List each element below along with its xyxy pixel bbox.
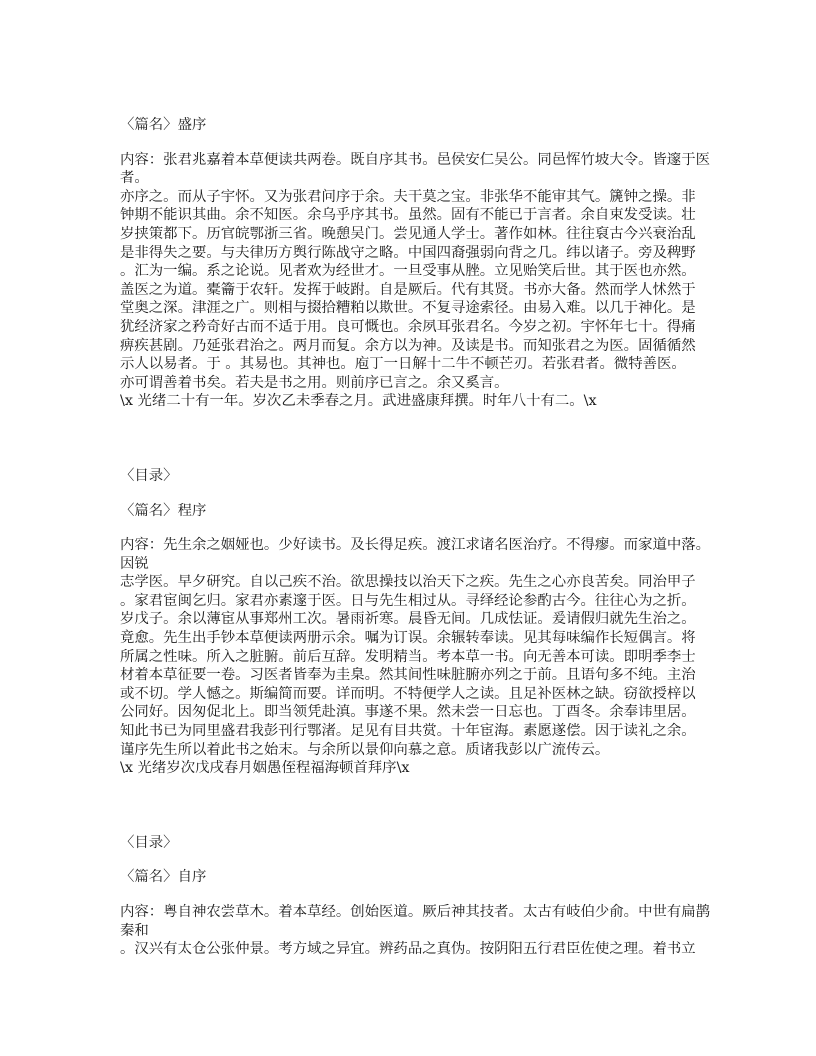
section-title: 〈篇名〉盛序 — [120, 117, 207, 133]
content-line: 或不切。学人憾之。斯编简而要。详而明。不特便学人之读。且足补医林之缺。窃欲授梓以 — [120, 685, 696, 702]
section-content — [120, 151, 720, 411]
document-page — [120, 116, 720, 959]
content-line: 钟期不能识其曲。余不知医。余乌乎序其书。虽然。固有不能已于言者。余自束发受读。壮 — [120, 207, 696, 224]
section-author-preface — [120, 834, 720, 959]
content-line: 内容：先生余之姻娅也。少好读书。及长得足疾。渡江求诸名医治疗。不得瘳。而家道中落。 — [120, 537, 711, 554]
content-line: 岁挟策都下。历官皖鄂浙三省。晚憩吴门。尝见通人学士。著作如林。往往裒古今兴衰治乱 — [120, 225, 696, 242]
section-sheng-preface — [120, 116, 720, 411]
content-line: 亦可谓善着书矣。若夫是书之用。则前序已言之。余又奚言。 — [120, 374, 509, 391]
section-title: 〈篇名〉自序 — [120, 869, 207, 886]
content-line: 因锐 — [120, 555, 149, 572]
content-line: 志学医。早夕研究。自以己疾不治。欲思操技以治天下之疾。先生之心亦良苦矣。同治甲子 — [120, 574, 696, 591]
section-title: 〈篇名〉程序 — [120, 502, 207, 519]
section-cheng-preface — [120, 467, 720, 778]
content-line: 。家君宦闽乞归。家君亦素邃于医。日与先生相过从。寻绎经论参酌古今。往往心为之折。 — [120, 592, 696, 609]
content-line: 知此书已为同里盛君我彭刊行鄂渚。足见有目共赏。十年宦海。素愿遂偿。因于读礼之余。 — [120, 723, 696, 740]
toc-marker: 〈目录〉 — [120, 834, 178, 851]
content-line: 亦序之。而从子宇怀。又为张君问序于余。夫干莫之宝。非张华不能审其气。篪钟之操。非 — [120, 188, 696, 205]
section-content — [120, 903, 720, 959]
content-line: 岁戊子。余以薄宦从事郑州工次。暑雨祈寒。晨昏无间。几成怯证。爰请假归就先生治之。 — [120, 611, 696, 628]
toc-marker: 〈目录〉 — [120, 467, 178, 484]
content-line: 堂奥之深。津涯之广。则相与掇拾糟粕以欺世。不复寻途索径。由易入难。以几于神化。是 — [120, 300, 696, 317]
content-line: 竟愈。先生出手钞本草便读两册示余。嘱为订误。余辗转奉读。见其每味编作长短偶言。将 — [120, 630, 696, 647]
content-line: 痹疾甚剧。乃延张君治之。两月而复。余方以为神。及读是书。而知张君之为医。固循循然 — [120, 337, 696, 354]
content-line: 者。 — [120, 170, 149, 187]
section-content — [120, 536, 720, 778]
content-line: 犹经济家之矜奇好古而不适于用。良可慨也。余夙耳张君名。今岁之初。宇怀年七十。得痛 — [120, 318, 696, 335]
content-line: 盖医之为道。橐籥于农轩。发挥于岐跗。自是厥后。代有其贤。书亦大备。然而学人怵然于 — [120, 281, 696, 298]
content-line: 。汇为一编。系之论说。见者欢为经世才。一旦受事从脞。立见贻笑后世。其于医也亦然。 — [120, 263, 696, 280]
content-line: 谨序先生所以着此书之始末。与余所以景仰向慕之意。质诸我彭以广流传云。 — [120, 741, 610, 758]
content-line: 是非得失之要。与夫律历方舆行陈战守之略。中国四裔强弱向背之几。纬以诸子。旁及稗野 — [120, 244, 696, 261]
content-line: 。汉兴有太仓公张仲景。考方域之异宜。辨药品之真伪。按阴阳五行君臣佐使之理。着书立 — [120, 941, 696, 958]
content-line: 公同好。因匆促北上。即当领凭赴滇。事遂不果。然未尝一日忘也。丁酉冬。余奉讳里居。 — [120, 704, 696, 721]
content-line: \x 光绪二十有一年。岁次乙未季春之月。武进盛康拜撰。时年八十有二。\x — [120, 393, 597, 410]
content-line: \x 光绪岁次戊戌春月姻愚侄程福海顿首拜序\x — [120, 760, 410, 777]
content-line: 示人以易者。于 。其易也。其神也。庖丁一日解十二牛不顿芒刃。若张君者。微特善医。 — [120, 356, 686, 373]
content-line: 内容：粤自神农尝草木。着本草经。创始医道。厥后神其技者。太古有岐伯少俞。中世有扁鹊 — [120, 904, 711, 920]
content-line: 内容：张君兆嘉着本草便读共两卷。既自序其书。邑侯安仁吴公。同邑恽竹坡大令。皆邃于医 — [120, 151, 711, 168]
content-line: 秦和 — [120, 922, 149, 939]
content-line: 所属之性味。所入之脏腑。前后互辞。发明精当。考本草一书。向无善本可读。即明季李士 — [120, 648, 696, 665]
content-line: 材着本草征要一卷。习医者皆奉为圭臬。然其间性味脏腑亦列之于前。且语句多不纯。主治 — [120, 667, 696, 684]
